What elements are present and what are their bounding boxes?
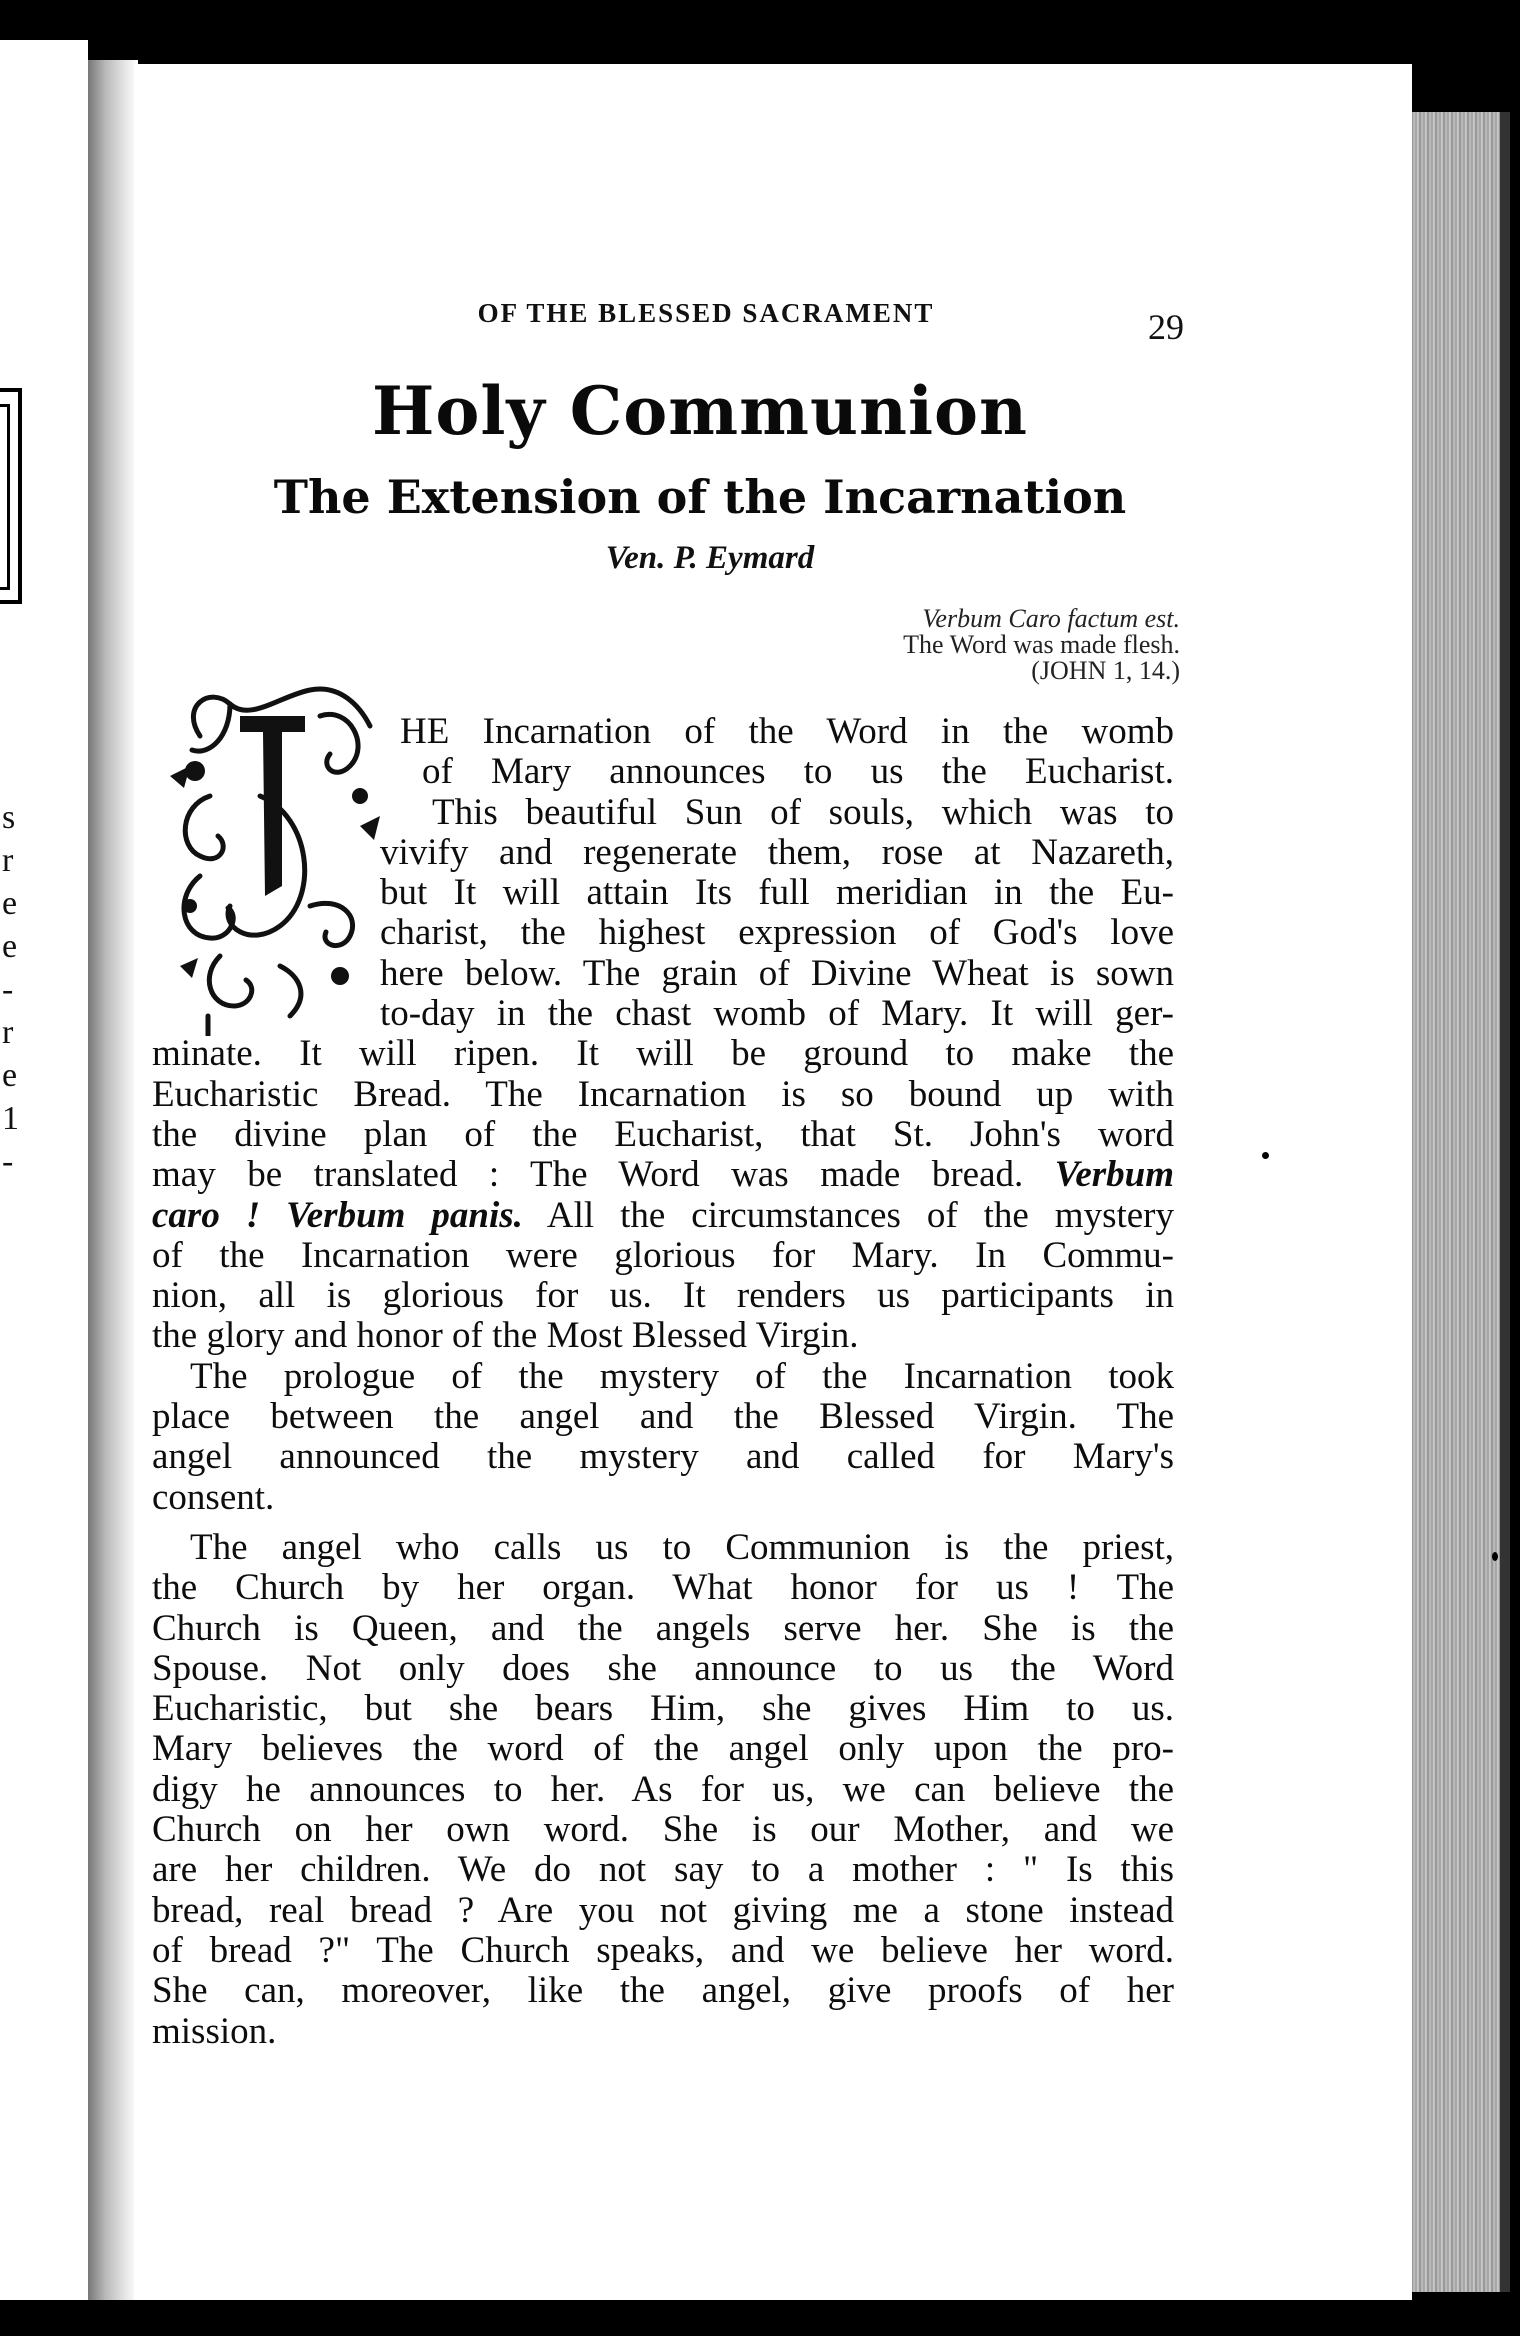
facing-letter: - (2, 1143, 14, 1180)
text-line: She can, moreover, like the angel, give proofs of her (152, 1971, 1174, 2012)
text-line: Church on her own word. She is our Mother, and we (152, 1810, 1174, 1851)
text-line: angel announced the mystery and called for Mary's (152, 1437, 1174, 1478)
facing-letter: - (2, 971, 14, 1008)
text-line: nion, all is glorious for us. It renders us participants in (152, 1276, 1174, 1317)
facing-letter: e (2, 1057, 18, 1094)
print-speck (1262, 1152, 1269, 1159)
text-line: Mary believes the word of the angel only upon the pro- (152, 1729, 1174, 1770)
text-line: bread, real bread ? Are you not giving me a stone instead (152, 1890, 1174, 1931)
facing-letter: e (2, 885, 18, 922)
facing-page-ornament-frame (0, 388, 22, 604)
text-line: charist, the highest expression of God's love (380, 913, 1174, 954)
text-line: minate. It will ripen. It will be ground to make the (152, 1034, 1174, 1075)
text-line: Spouse. Not only does she announce to us the Word (152, 1648, 1174, 1689)
facing-letter: 1 (2, 1100, 19, 1137)
text-fragment: All the circumstances of the mystery (546, 1195, 1174, 1236)
text-line: vivify and regenerate them, rose at Nazareth, (380, 832, 1174, 873)
epigraph (760, 606, 1180, 684)
text-line: mission. (152, 2011, 277, 2052)
article-author: Ven. P. Eymard (605, 540, 815, 576)
epigraph-english: The Word was made flesh. (903, 630, 1180, 659)
text-line: but It will attain Its full meridian in the Eu- (380, 873, 1174, 914)
book-gutter-shadow (88, 60, 138, 2300)
text-line: of the Incarnation were glorious for Mary. In Commu- (152, 1235, 1174, 1276)
text-line-with-latin (152, 1155, 1174, 1195)
page-number: 29 (1148, 307, 1184, 347)
text-line: The prologue of the mystery of the Incarnation took (190, 1356, 1174, 1397)
text-line-with-latin (152, 1196, 1174, 1236)
text-line: the divine plan of the Eucharist, that St. John's word (152, 1114, 1174, 1155)
facing-page-text-fragments (2, 796, 32, 1183)
facing-letter: r (2, 1014, 14, 1051)
text-line: place between the angel and the Blessed Virgin. The (152, 1397, 1174, 1438)
text-line: of bread ?" The Church speaks, and we believe her word. (152, 1930, 1174, 1971)
text-line: The angel who calls us to Communion is the priest, (190, 1527, 1174, 1568)
book-fore-edge (1412, 112, 1510, 2292)
text-line: Eucharistic, but she bears Him, she gives Him to us. (152, 1689, 1174, 1730)
text-line: HE Incarnation of the Word in the womb (400, 712, 1174, 752)
text-line: This beautiful Sun of souls, which was to (432, 792, 1174, 833)
facing-letter: s (2, 799, 16, 836)
article-subtitle: The Extension of the Incarnation (273, 470, 1127, 524)
text-line: Eucharistic Bread. The Incarnation is so bound up with (152, 1074, 1174, 1115)
text-line: digy he announces to her. As for us, we can believe the (152, 1769, 1174, 1810)
latin-phrase: Verbum (1054, 1155, 1174, 1196)
latin-phrase: caro ! Verbum panis. (152, 1195, 523, 1236)
text-line: the glory and honor of the Most Blessed Virgin. (152, 1316, 859, 1357)
text-line: the Church by her organ. What honor for us ! The (152, 1568, 1174, 1609)
facing-letter: e (2, 928, 18, 965)
running-head: OF THE BLESSED SACRAMENT (477, 298, 935, 328)
text-fragment: may be translated : The Word was made bread. (152, 1155, 1024, 1196)
text-line: here below. The grain of Divine Wheat is sown (380, 953, 1174, 994)
epigraph-latin: Verbum Caro factum est. (922, 604, 1180, 633)
article-title: Holy Communion (371, 372, 1029, 450)
text-line: to-day in the chast womb of Mary. It will ger- (380, 994, 1174, 1035)
text-line: consent. (152, 1477, 275, 1518)
print-speck (1492, 1552, 1498, 1561)
article-body (152, 712, 1174, 2052)
facing-page-edge (0, 40, 88, 2300)
facing-letter: r (2, 842, 14, 879)
epigraph-reference: (JOHN 1, 14.) (1031, 656, 1180, 685)
text-line: Church is Queen, and the angels serve her. She is the (152, 1608, 1174, 1649)
text-line: are her children. We do not say to a mother : " Is this (152, 1850, 1174, 1891)
text-line: of Mary announces to us the Eucharist. (422, 752, 1174, 793)
